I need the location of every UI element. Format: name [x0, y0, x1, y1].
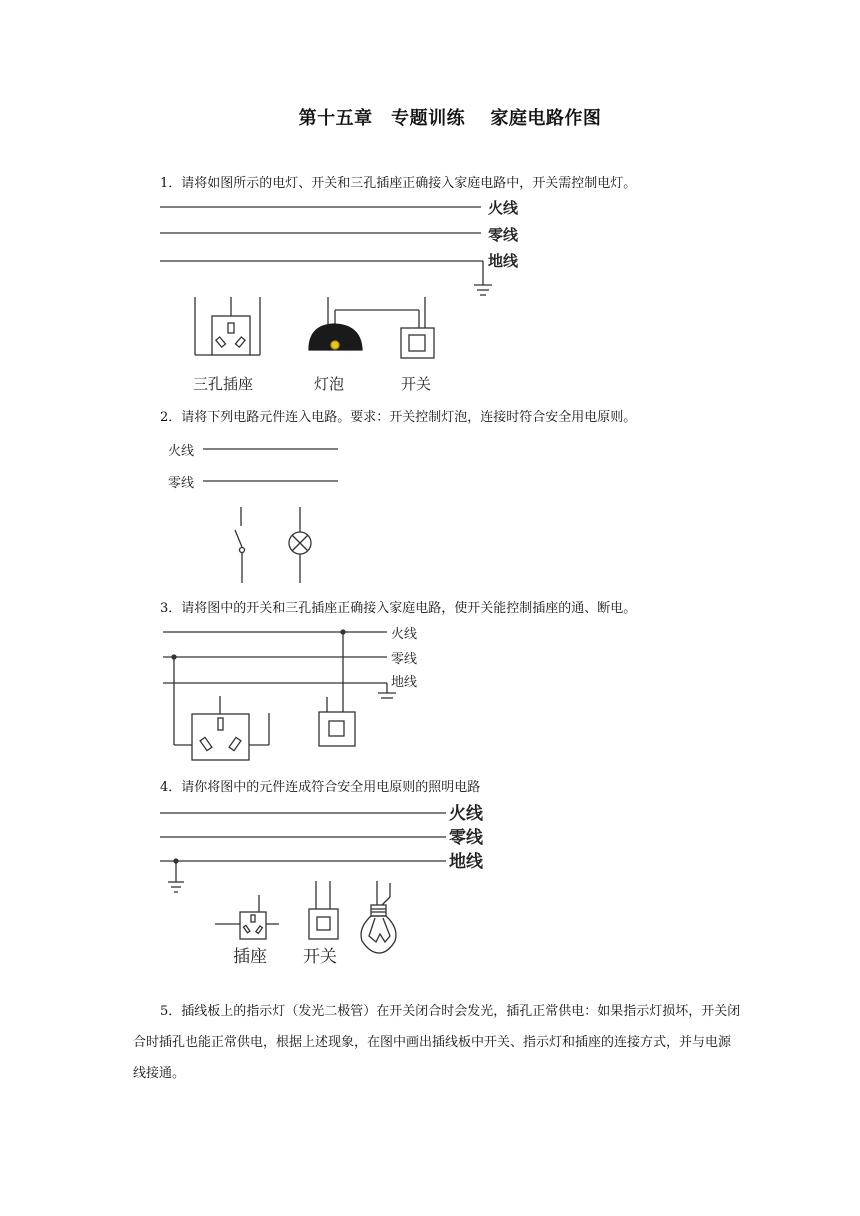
figure-3 — [163, 630, 396, 760]
question-4: 4．请你将图中的元件连成符合安全用电原则的照明电路 — [160, 780, 481, 795]
fig2-neutral-label: 零线 — [168, 476, 195, 491]
question-1: 1．请将如图所示的电灯、开关和三孔插座正确接入家庭电路中，开关需控制电灯。 — [160, 176, 637, 191]
ground-symbol — [168, 882, 184, 892]
lamp-symbol — [289, 507, 311, 583]
question-2: 2．请将下列电路元件连入电路。要求：开关控制灯泡，连接时符合安全用电原则。 — [160, 410, 637, 425]
fig1-bulb-label: 灯泡 — [314, 375, 345, 393]
three-pin-socket — [192, 696, 269, 760]
fig4-ground-label: 地线 — [449, 852, 483, 872]
switch-symbol — [235, 507, 245, 583]
fig1-switch-label: 开关 — [401, 375, 432, 393]
socket — [215, 895, 279, 939]
ground-symbol — [378, 693, 396, 698]
fig4-switch-label: 开关 — [303, 947, 337, 967]
light-bulb — [361, 881, 396, 953]
wall-switch — [309, 881, 338, 939]
fig1-ground-label: 地线 — [488, 252, 519, 270]
fig3-ground-label: 地线 — [391, 675, 418, 690]
ceiling-lamp — [309, 297, 419, 350]
figure-1 — [160, 207, 492, 358]
fig4-live-label: 火线 — [449, 804, 483, 824]
fig3-neutral-label: 零线 — [391, 652, 418, 667]
figure-4 — [160, 813, 446, 953]
fig4-neutral-label: 零线 — [449, 828, 483, 848]
fig1-live-label: 火线 — [488, 199, 519, 217]
question-3: 3．请将图中的开关和三孔插座正确接入家庭电路，使开关能控制插座的通、断电。 — [160, 601, 637, 616]
wall-switch — [401, 297, 434, 358]
fig1-neutral-label: 零线 — [488, 226, 519, 244]
fig2-live-label: 火线 — [168, 444, 195, 459]
ground-symbol — [474, 285, 492, 295]
fig3-live-label: 火线 — [391, 627, 418, 642]
three-pin-socket — [195, 297, 260, 355]
figure-2 — [203, 449, 338, 583]
question-5: 5．插线板上的指示灯（发光二极管）在开关闭合时会发光，插孔正常供电：如果指示灯损坏，开关闭合时插孔也能正常供电，根据上述现象，在图中画出插线板中开关、指示灯和插座的连接方式，并与电源线接通。 — [133, 1004, 741, 1081]
fig1-socket-label: 三孔插座 — [193, 375, 254, 393]
wall-switch — [319, 632, 355, 746]
fig4-socket-label: 插座 — [233, 947, 267, 967]
page-title: 第十五章 专题训练 家庭电路作图 — [298, 108, 602, 129]
